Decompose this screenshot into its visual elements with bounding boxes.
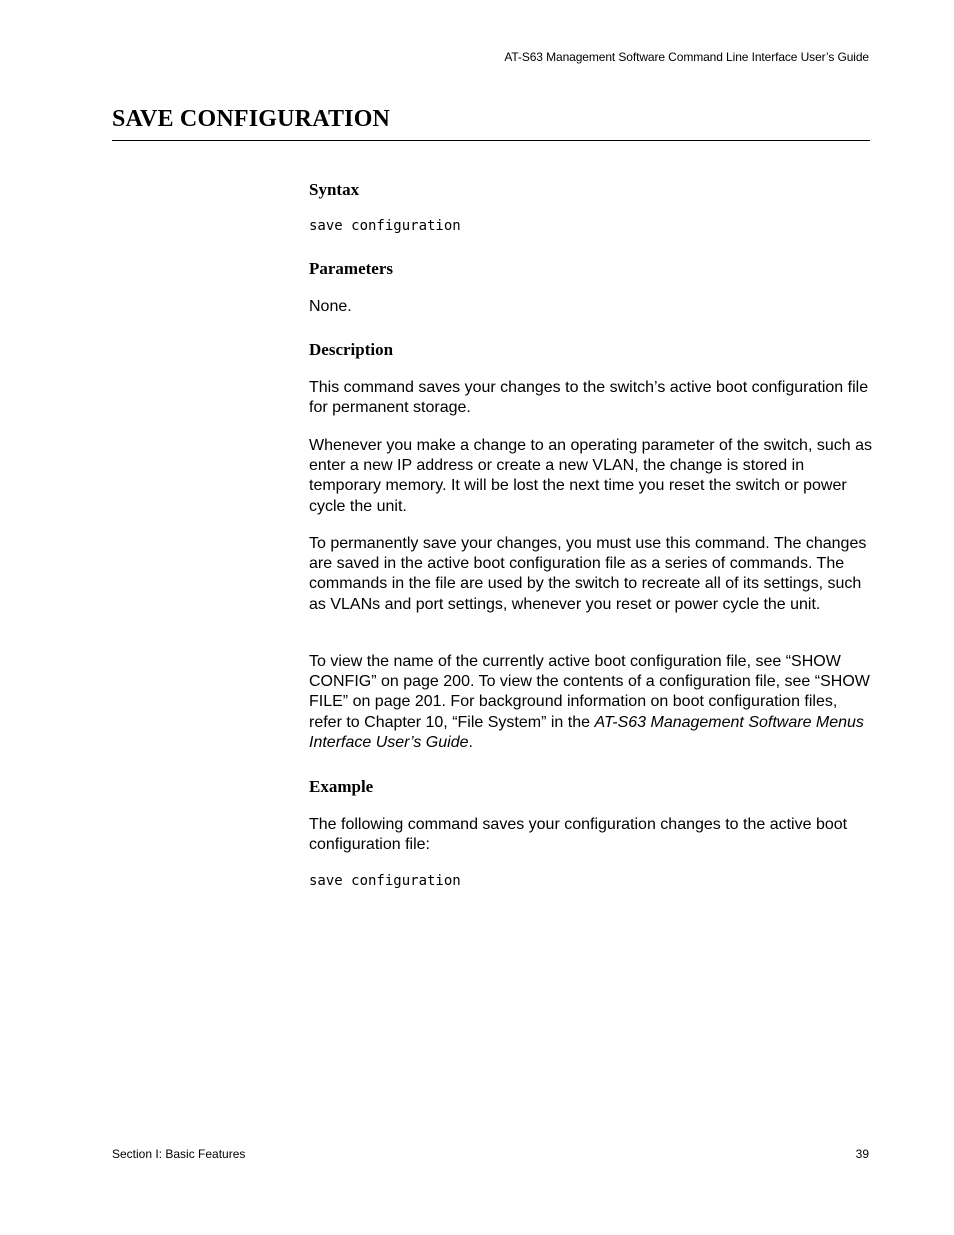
running-header: AT-S63 Management Software Command Line Interface User’s Guide bbox=[504, 50, 869, 64]
menus-guide-title: AT-S63 Management Software Menus Interface User’s Guide bbox=[309, 713, 864, 751]
description-paragraph-4 bbox=[309, 652, 874, 753]
parameters-text: None. bbox=[309, 298, 352, 315]
title-rule bbox=[112, 140, 870, 141]
parameters-heading: Parameters bbox=[309, 259, 394, 278]
example-text: The following command saves your configuration changes to the active boot configuration file: bbox=[309, 816, 848, 854]
description-paragraph-2: Whenever you make a change to an operating parameter of the switch, such as enter a new IP address or create a new VLAN, the change is stored in temporary memory. It will be lost the next time you reset the switch or power cycle the unit. bbox=[309, 437, 872, 515]
description-heading: Description bbox=[309, 340, 394, 359]
footer-page-number: 39 bbox=[855, 1147, 869, 1161]
syntax-code: save configuration bbox=[309, 218, 461, 234]
footer-section: Section I: Basic Features bbox=[112, 1147, 246, 1161]
description-paragraph-4-end: . bbox=[468, 733, 473, 751]
example-heading: Example bbox=[309, 777, 374, 796]
description-paragraph-1: This command saves your changes to the switch’s active boot configuration file for permanent storage. bbox=[309, 379, 869, 417]
description-paragraph-3: To permanently save your changes, you must use this command. The changes are saved in the active boot configuration file as a series of commands. The commands in the file are used by the switch to recreate all of its settings, such as VLANs and port settings, whenever you reset or power cycle the unit. bbox=[309, 535, 867, 613]
example-code: save configuration bbox=[309, 873, 461, 889]
description-paragraph-4-text: To view the name of the currently active boot configuration file, see “SHOW CONFIG” on page 200. To view the contents of a configuration file, see “SHOW FILE” on page 201. For background information on boot configuration files, refer to Chapter 10, “File System” in the bbox=[309, 653, 870, 731]
page-title: SAVE CONFIGURATION bbox=[112, 106, 391, 132]
syntax-heading: Syntax bbox=[309, 180, 360, 199]
